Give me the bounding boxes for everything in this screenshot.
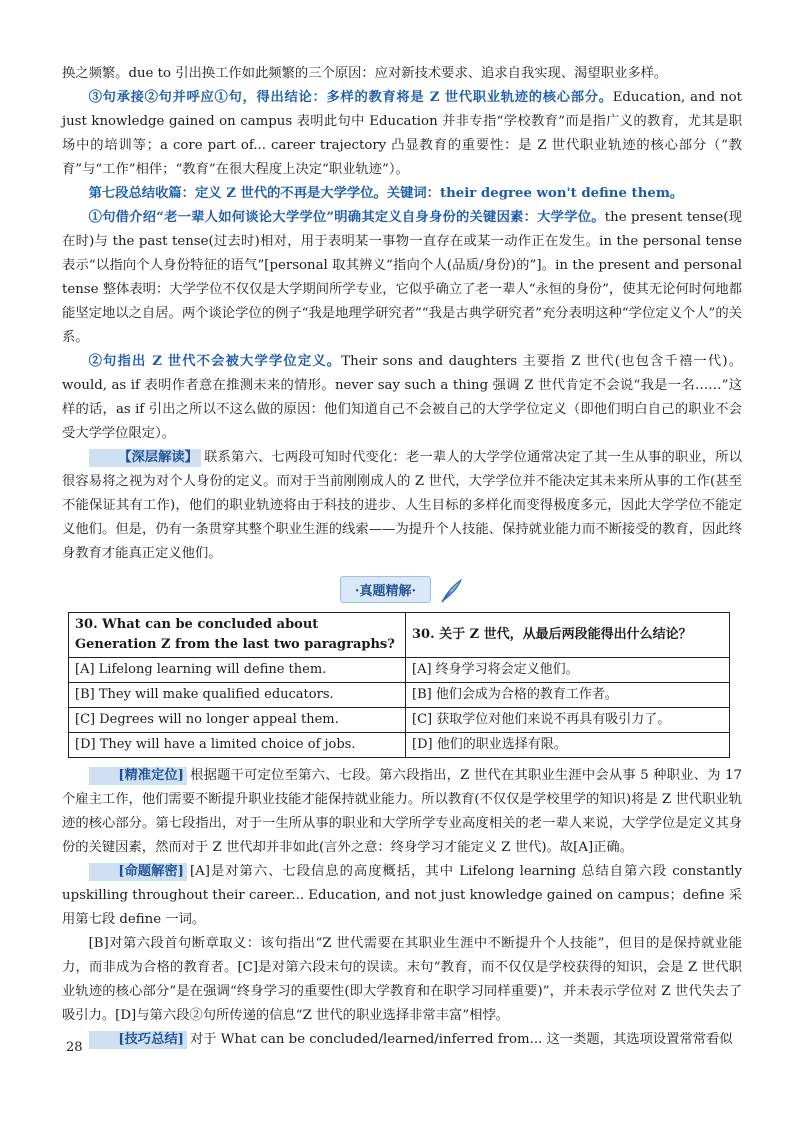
option-cn: [C] 获取学位对他们来说不再具有吸引力了。 [406,708,730,733]
option-cn: [A] 终身学习将会定义他们。 [406,658,730,683]
section-banner [62,576,742,606]
page-number: 28 [66,1040,83,1055]
locate-text: 根据题干可定位至第六、七段。第六段指出，Z 世代在其职业生涯中会从事 5 种职业、为 17 个雇主工作，他们需要不断提升职业技能才能保持就业能力。所以教育(不仅仅是学校里学的知识)将是 Z 世代职业轨迹的核心部分。第七段指出，对于一生所从事的职业和大学所学专业高度相关的老一辈人来说，大学学位是定义其身份的关键因素，然而对于 Z 世代却并非如此(言外之意：终身学习才能定义 Z 世代)。故[A]正确。 [62,768,742,855]
option-row [69,708,730,733]
distractor-analysis: [B]对第六段首句断章取义：该句指出“Z 世代需要在其职业生涯中不断提升个人技能”，但目的是保持就业能力，而非成为合格的教育者。[C]是对第六段末句的误读。末句“教育，而不仅仅是学校获得的知识，会是 Z 世代职业轨迹的核心部分”是在强调“终身学习的重要性(即大学教育和在职学习同样重要)”，并未表示学位对 Z 世代失去了吸引力。[D]与第六段②句所传递的信息“Z 世代的职业选择非常丰富”相悖。 [62,936,742,1023]
paragraph [62,350,742,446]
decode-text: [A]是对第六、七段信息的高度概括，其中 Lifelong learning 总结自第六段 constantly upskilling throughout their career... Education, and not just knowledge gained on campus；define 采用第七段 define 一词。 [62,864,742,927]
option-en: [D] They will have a limited choice of jobs. [69,733,406,758]
deep-reading-tag: 【深层解读】 [89,449,201,467]
analysis-text: Education, and not just knowledge gained on campus 表明此句中 Education 并非专指“学校教育”而是指广义的教育，尤其是职场中的培训等；a core part of... career trajectory 凸显教育的重要性：是 Z 世代职业轨迹的核心部分（“教育”与“工作”相伴；“教育”在很大程度上决定“职业轨迹”）。 [62,90,742,177]
question-row [69,613,730,658]
locate-paragraph [62,764,742,860]
locate-tag: [精准定位] [89,767,187,785]
analysis-text: the present tense(现在时)与 the past tense(过去时)相对，用于表明某一事物一直存在或某一动作正在发生。in the personal tense 表示“以指向个人身份特征的语气”[personal 取其辨义“指向个人(品质/身份)的”]。in the present and personal tense 整体表明：大学学位不仅仅是大学期间所学专业，它似乎确立了老一辈人“永恒的身份”，使其无论何时何地都能坚定地以之自居。两个谈论学位的例子“我是地理学研究者”“我是古典学研究者”充分表明这种“学位定义个人”的关系。 [62,210,743,345]
section-heading: 第七段总结收篇：定义 Z 世代的不再是大学学位。关键词：their degree won't define them。 [88,186,684,201]
option-row [69,658,730,683]
decode-tag: [命题解密] [89,863,187,881]
option-row [69,733,730,758]
skills-text: 对于 What can be concluded/learned/inferred from... 这一类题，其选项设置常常看似 [189,1032,733,1047]
analysis-heading: ③句承接②句并呼应①句，得出结论：多样的教育将是 Z 世代职业轨迹的核心部分。 [88,90,613,105]
deep-reading [62,446,742,566]
quill-icon [438,578,464,604]
option-en: [A] Lifelong learning will define them. [69,658,406,683]
question-cn: 30. 关于 Z 世代，从最后两段能得出什么结论？ [406,613,730,658]
page-content [62,62,742,1052]
paragraph: 换之频繁。due to 引出换工作如此频繁的三个原因：应对新技术要求、追求自我实现、渴望职业多样。 [62,66,668,81]
deep-reading-text: 联系第六、七两段可知时代变化：老一辈人的大学学位通常决定了其一生从事的职业，所以很容易将之视为对个人身份的定义。而对于当前刚刚成人的 Z 世代，大学学位并不能决定其未来所从事的工作(甚至不能保证其有工作)，他们的职业轨迹将由于科技的进步、人生目标的多样化而变得极度多元，因此大学学位不能定义他们。但是，仍有一条贯穿其整个职业生涯的线索——为提升个人技能、保持就业能力而不断接受的教育，因此终身教育才能真正定义他们。 [62,450,742,561]
question-en: 30. What can be concluded about Generation Z from the last two paragraphs? [69,613,406,658]
banner-label: ·真题精解· [340,576,431,603]
option-cn: [B] 他们会成为合格的教育工作者。 [406,683,730,708]
skills-tag: [技巧总结] [89,1031,187,1049]
option-cn: [D] 他们的职业选择有限。 [406,733,730,758]
option-row [69,683,730,708]
analysis-text: Their sons and daughters 主要指 Z 世代(也包含千禧一代)。would, as if 表明作者意在推测未来的情形。never say such a thing 强调 Z 世代肯定不会说“我是一名……”这样的话，as if 引出之所以不这么做的原因：他们知道自己不会被自己的大学学位定义（即他们明白自己的职业不会受大学学位限定）。 [62,354,743,441]
question-table [68,612,730,758]
analysis-heading: ②句指出 Z 世代不会被大学学位定义。 [88,354,342,369]
paragraph [62,86,742,182]
decode-paragraph [62,860,742,932]
paragraph [62,206,742,350]
option-en: [B] They will make qualified educators. [69,683,406,708]
option-en: [C] Degrees will no longer appeal them. [69,708,406,733]
analysis-heading: ①句借介绍“老一辈人如何谈论大学学位”明确其定义自身身份的关键因素：大学学位。 [88,210,605,225]
skills-paragraph [62,1028,742,1052]
